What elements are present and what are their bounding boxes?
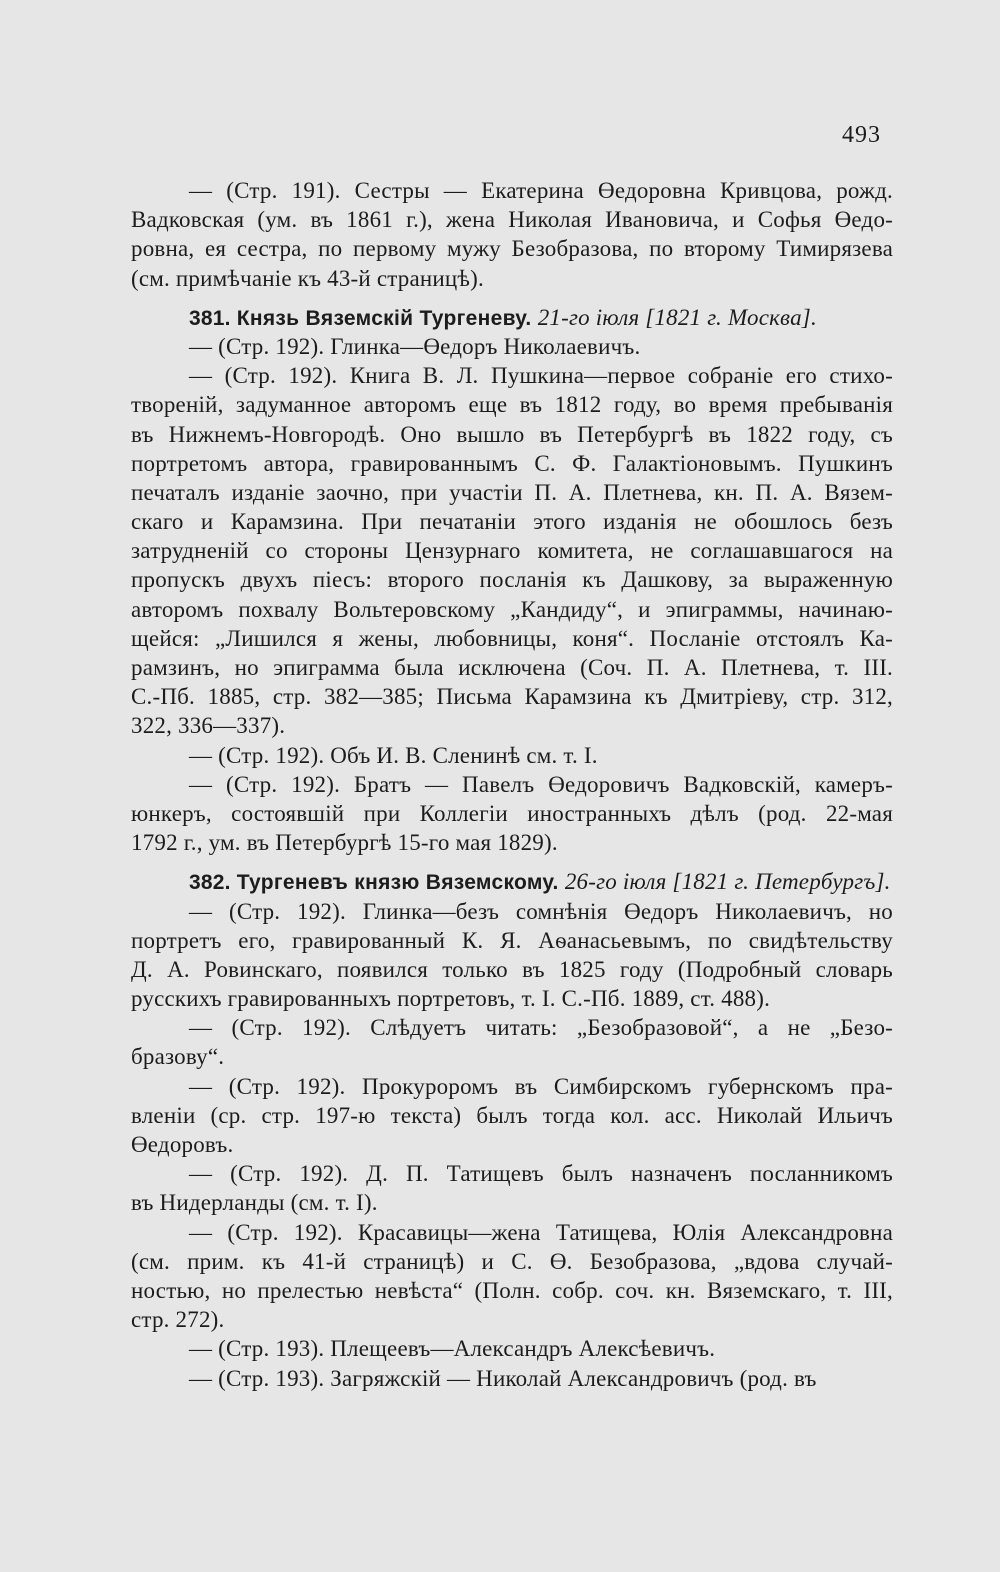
body-text xyxy=(131,176,893,1393)
text-line: — (Стр. 193). Плещеевъ—Александръ Алексѣевичъ. xyxy=(189,1336,716,1362)
text-line: — (Стр. 192). Объ И. В. Сленинѣ см. т. I. xyxy=(189,742,598,768)
text-line: Өедоровъ. xyxy=(131,1132,234,1157)
text-line: С.-Пб. 1885, стр. 382—385; Письма Карамзина къ Дмитріеву, стр. 312, xyxy=(131,684,893,710)
text-line: Д. А. Ровинскаго, появился только въ 1825 году (Подробный словарь xyxy=(131,956,893,982)
text-line: — (Стр. 192). Слѣдуетъ читать: „Безобразовой“, а не „Безо- xyxy=(189,1015,893,1041)
text-line: скаго и Карамзина. При печатаніи этого изданія не обошлось безъ xyxy=(131,509,893,535)
text-line: — (Стр. 192). Прокуроромъ въ Симбирскомъ губернскомъ пра- xyxy=(189,1073,893,1099)
text-line: печаталъ изданіе заочно, при участіи П. А. Плетнева, кн. П. А. Вязем- xyxy=(131,479,893,505)
text-line: вленіи (ср. стр. 197-ю текста) былъ тогда кол. асс. Николай Ильичъ xyxy=(131,1102,893,1128)
text-line: щейся: „Лишился я жены, любовницы, коня“. Посланіе отстоялъ Ка- xyxy=(131,625,893,651)
text-line: твореній, задуманное авторомъ еще въ 1812 году, во время пребыванія xyxy=(131,392,893,418)
text-line: — (Стр. 192). Глинка—Өедоръ Николаевичъ. xyxy=(189,333,641,359)
letter-number: 381. xyxy=(189,306,237,330)
text-line: — (Стр. 193). Загряжскій — Николай Александровичъ (род. въ xyxy=(189,1365,817,1391)
text-line: рамзинъ, но эпиграмма была исключена (Соч. П. А. Плетнева, т. III. xyxy=(131,655,893,680)
text-line: портретъ его, гравированный К. Я. Аѳанасьевымъ, по свидѣтельству xyxy=(131,927,893,953)
text-line: — (Стр. 192). Братъ — Павелъ Өедоровичъ Вадковскій, камеръ- xyxy=(189,771,893,797)
text-line: пропускъ двухъ піесъ: второго посланія къ Дашкову, за выраженную xyxy=(131,567,893,593)
letter-date: 21-го іюля [1821 г. Москва]. xyxy=(537,304,817,330)
text-line: (см. примѣчаніе къ 43-й страницѣ). xyxy=(131,265,484,291)
letter-title: Князь Вяземскій Тургеневу. xyxy=(236,306,538,330)
letter-heading xyxy=(131,303,893,332)
text-line: авторомъ похвалу Вольтеровскому „Кандиду“, и эпиграммы, начинаю- xyxy=(131,596,893,622)
text-line: въ Нидерланды (см. т. I). xyxy=(131,1190,378,1216)
text-line: затрудненій со стороны Цензурнаго комитета, не соглашавшагося на xyxy=(131,538,893,564)
letter-heading xyxy=(131,867,893,896)
letter-number: 382. xyxy=(189,871,237,895)
text-line: ностью, но прелестью невѣста“ (Полн. собр. соч. кн. Вяземскаго, т. III, xyxy=(131,1277,893,1303)
text-line: 322, 336—337). xyxy=(131,713,286,739)
page-number: 493 xyxy=(842,122,881,148)
text-line: юнкеръ, состоявшій при Коллегіи иностранныхъ дѣлъ (род. 22-мая xyxy=(131,800,893,826)
text-line: въ Нижнемъ-Новгородѣ. Оно вышло въ Петербургѣ въ 1822 году, съ xyxy=(131,421,893,447)
text-line: (см. прим. къ 41-й страницѣ) и С. Ө. Безобразова, „вдова случай- xyxy=(131,1248,893,1274)
text-line: — (Стр. 192). Глинка—безъ сомнѣнія Өедоръ Николаевичъ, но xyxy=(189,898,893,924)
text-line: — (Стр. 192). Красавицы—жена Татищева, Юлія Александровна xyxy=(189,1219,893,1245)
text-line: стр. 272). xyxy=(131,1307,225,1333)
text-line: — (Стр. 192). Д. П. Татищевъ былъ назначенъ посланникомъ xyxy=(189,1161,893,1187)
text-line: — (Стр. 191). Сестры — Екатерина Өедоровна Кривцова, рожд. xyxy=(189,178,893,203)
text-line: — (Стр. 192). Книга В. Л. Пушкина—первое собраніе его стихо- xyxy=(189,363,893,389)
text-line: портретомъ автора, гравированнымъ С. Ф. Галактіоновымъ. Пушкинъ xyxy=(131,450,893,476)
text-line: русскихъ гравированныхъ портретовъ, т. I. С.-Пб. 1889, ст. 488). xyxy=(131,986,771,1012)
letter-title: Тургеневъ князю Вяземскому. xyxy=(236,871,565,895)
text-line: ровна, ея сестра, по первому мужу Безобразова, по второму Тимирязева xyxy=(131,236,893,262)
text-line: Вадковская (ум. въ 1861 г.), жена Николая Ивановича, и Софья Өедо- xyxy=(131,207,893,233)
text-line: 1792 г., ум. въ Петербургѣ 15-го мая 1829). xyxy=(131,830,558,856)
letter-date: 26-го іюля [1821 г. Петербургъ]. xyxy=(564,869,891,895)
text-line: бразову“. xyxy=(131,1044,225,1070)
